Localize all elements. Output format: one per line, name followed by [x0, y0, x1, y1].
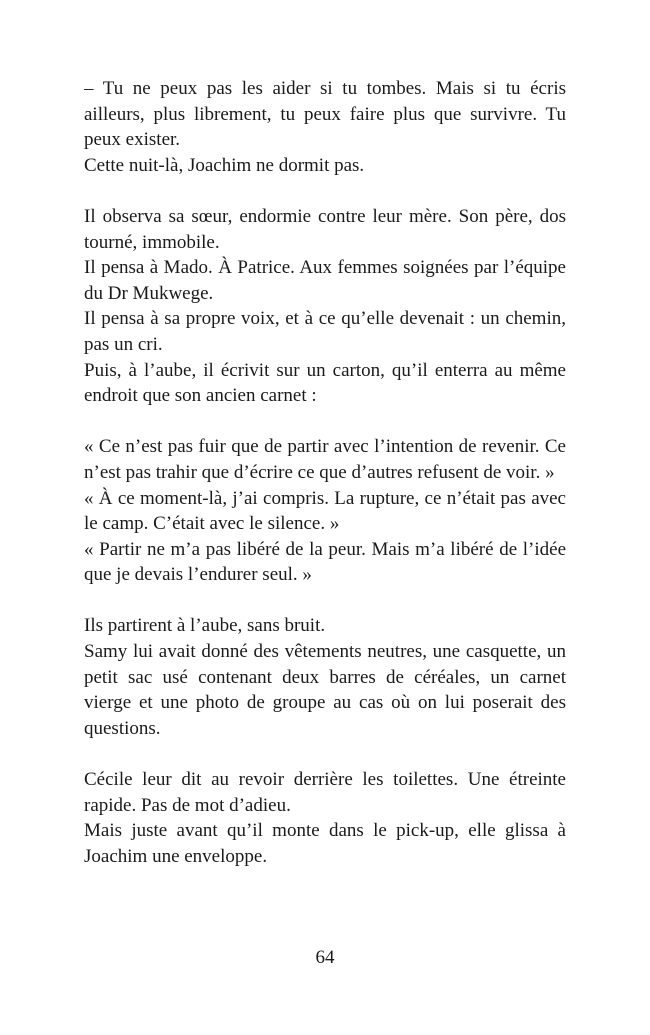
paragraph-gap: [84, 409, 566, 435]
paragraph-gap: [84, 741, 566, 767]
paragraph: Il pensa à sa propre voix, et à ce qu’elle devenait : un chemin, pas un cri.: [84, 308, 566, 355]
paragraph-gap: [84, 178, 566, 204]
paragraph: Puis, à l’aube, il écrivit sur un carton, qu’il enterra au même endroit que son ancien carnet :: [84, 359, 566, 407]
paragraph: Ils partirent à l’aube, sans bruit.: [84, 615, 326, 637]
paragraph: Il pensa à Mado. À Patrice. Aux femmes soignées par l’équipe du Dr Mukwege.: [84, 257, 566, 304]
quote-paragraph: « Ce n’est pas fuir que de partir avec l’intention de revenir. Ce n’est pas trahir que d’écrire ce que d’autres refusent de voir. »: [84, 436, 566, 483]
paragraph: Il observa sa sœur, endormie contre leur mère. Son père, dos tourné, immobile.: [84, 205, 566, 253]
paragraph: Cécile leur dit au revoir derrière les toilettes. Une étreinte rapide. Pas de mot d’adieu.: [84, 769, 566, 816]
quote-paragraph: « Partir ne m’a pas libéré de la peur. Mais m’a libéré de l’idée que je devais l’endurer seul. »: [84, 538, 566, 586]
paragraph: Samy lui avait donné des vêtements neutres, une casquette, un petit sac usé contenant deux barres de céréales, un carnet vierge et une photo de groupe au cas où on lui poserait des questions.: [84, 641, 566, 739]
paragraph: Mais juste avant qu’il monte dans le pick-up, elle glissa à Joachim une enveloppe.: [84, 820, 566, 867]
paragraph-gap: [84, 588, 566, 614]
paragraph: – Tu ne peux pas les aider si tu tombes. Mais si tu écris ailleurs, plus librement, tu peux faire plus que survivre. Tu peux exister.: [84, 78, 566, 151]
paragraph: Cette nuit-là, Joachim ne dormit pas.: [84, 154, 365, 176]
quote-paragraph: « À ce moment-là, j’ai compris. La rupture, ce n’était pas avec le camp. C’était avec le silence. »: [84, 487, 566, 535]
page-number: 64: [315, 947, 335, 968]
page-body-text: [84, 76, 566, 869]
